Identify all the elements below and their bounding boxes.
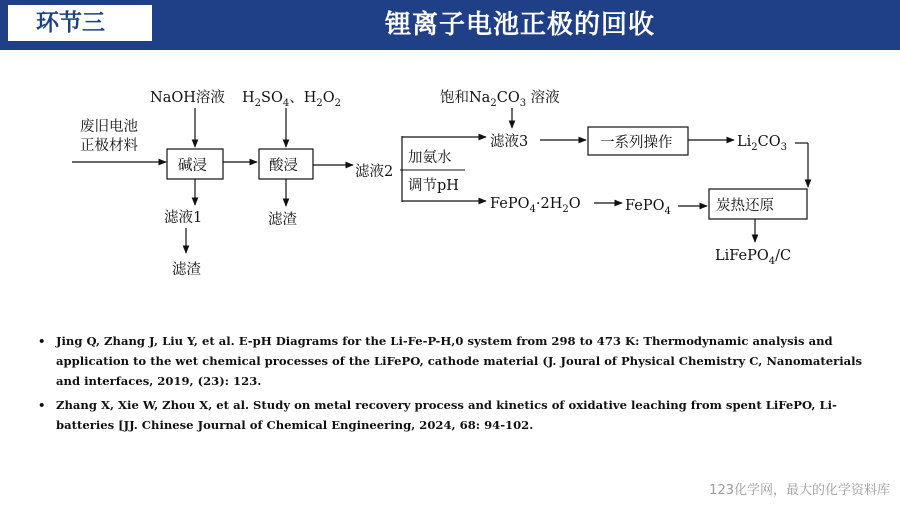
li2co3-label: $Li_2CO_3$ [737,134,788,153]
residue-bottom-label: 滤渣 [172,262,201,278]
section-tag: 环节三 [6,3,154,43]
ammonia-label-line1: 加氨水 [408,150,452,166]
reference-text: Jing Q, Zhang J, Liu Y, et al. E-pH Diagrams for the Li-Fe-P-H,0 system from 298 to 473 K: Thermodynamic analysis and application to the wet chemical processes of the LiFePO, cathode material (J. Joural of Physical Chemistry C, Nanomaterials and interfaces, 2019, (23): 123. [56,334,863,388]
page-title: 锂离子电池正极的回收 [384,10,655,40]
series-operations-label: 一系列操作 [600,135,673,151]
filtrate3-label: 滤液3 [490,134,529,150]
reference-item [38,395,868,435]
product-label: LiFePO$_4$/C [715,248,792,267]
residue-acid-label: 滤渣 [268,212,297,228]
reference-text: Zhang X, Xie W, Zhou X, et al. Study on metal recovery process and kinetics of oxidative leaching from spent LiFePO, Li-batteries [JJ. Chinese Journal of Chemical Engineering, 2024, 68: 94-102. [56,398,837,432]
acid-leach-label: 酸浸 [269,158,298,174]
carbothermal-reduction-label: 炭热还原 [716,198,774,214]
bullet-icon: • [38,334,46,348]
sat-na2co3-label: 饱和$Na_2CO_3$ 溶液 [440,90,560,109]
naoh-label: NaOH溶液 [150,90,225,106]
header-bar [0,0,900,50]
input-label-line1: 废旧电池 [80,119,138,135]
ammonia-label-line2: 调节pH [408,178,459,194]
acid-reagents-label: $H_2SO_4$、$H_2O_2$ [242,90,342,109]
fepo4-hydrate-label: $FePO_4\cdot 2H_2O$ [490,196,581,215]
filtrate2-label: 滤液2 [355,164,394,180]
alkali-leach-label: 碱浸 [178,158,207,174]
watermark-text: 123化学网，最大的化学资料库 [709,483,890,498]
input-label-line2: 正极材料 [80,138,138,154]
reference-item [38,331,868,391]
fepo4-label: FePO$_4$ [625,198,671,217]
bullet-icon: • [38,398,46,412]
process-flow-diagram [0,50,900,330]
filtrate1-label: 滤液1 [164,210,203,226]
references-list [38,331,868,439]
